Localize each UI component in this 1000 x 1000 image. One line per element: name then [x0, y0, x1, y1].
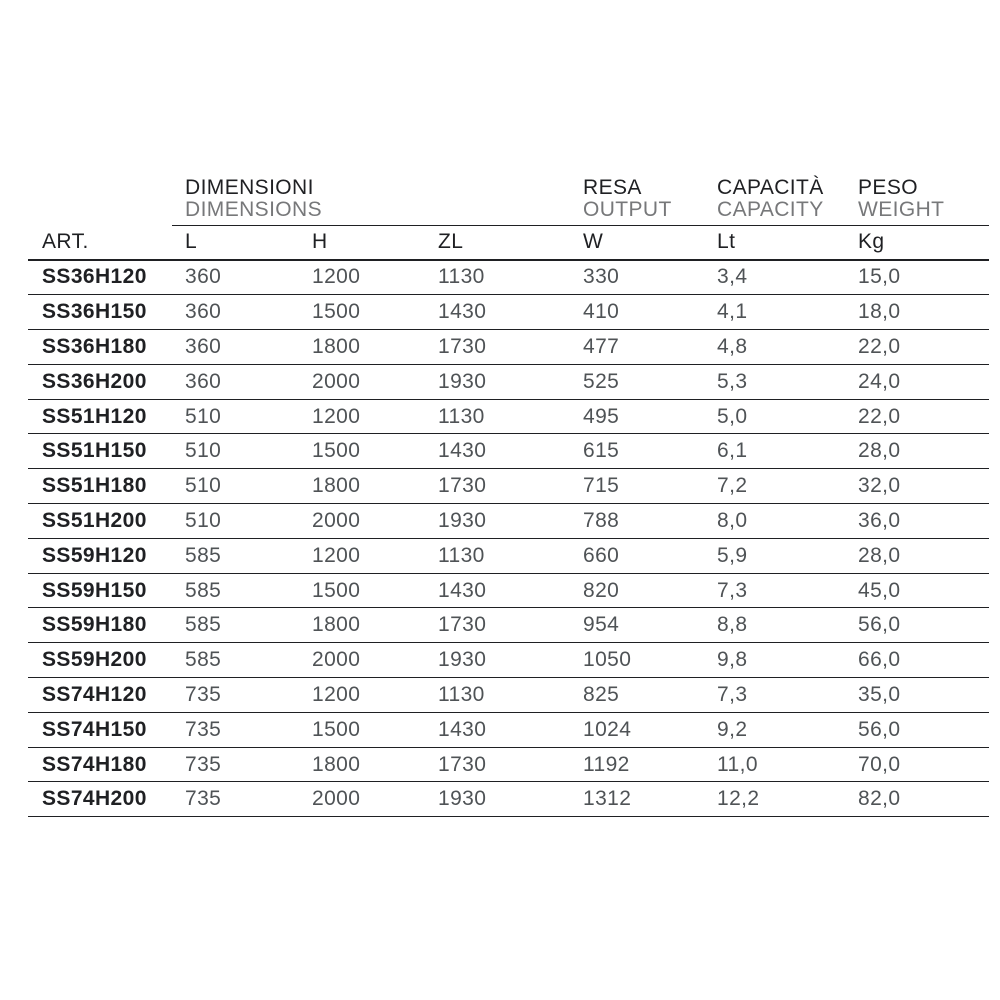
cell-art: SS74H150	[42, 717, 147, 741]
cell-h: 1200	[312, 682, 361, 706]
cell-l: 510	[185, 508, 222, 532]
cell-kg: 22,0	[858, 334, 901, 358]
table-row	[28, 261, 989, 296]
table-body	[28, 261, 989, 818]
cell-art: SS36H120	[42, 265, 147, 289]
table-row	[28, 539, 989, 574]
group-subtitle-capacity: CAPACITY	[717, 198, 824, 221]
cell-lt: 8,8	[717, 613, 748, 637]
cell-h: 2000	[312, 369, 361, 393]
cell-art: SS59H200	[42, 648, 147, 672]
table-row	[28, 748, 989, 783]
cell-zl: 1130	[438, 404, 485, 428]
cell-lt: 6,1	[717, 439, 748, 463]
cell-art: SS74H120	[42, 682, 147, 706]
cell-h: 1500	[312, 300, 361, 324]
cell-l: 360	[185, 265, 222, 289]
table-row	[28, 295, 989, 330]
cell-kg: 56,0	[858, 613, 901, 637]
cell-w: 715	[583, 474, 620, 498]
cell-art: SS51H150	[42, 439, 147, 463]
cell-w: 1192	[583, 752, 630, 776]
table-row	[28, 365, 989, 400]
cell-lt: 9,8	[717, 648, 748, 672]
cell-art: SS59H180	[42, 613, 147, 637]
cell-lt: 4,1	[717, 300, 748, 324]
cell-lt: 4,8	[717, 334, 748, 358]
cell-lt: 7,2	[717, 474, 748, 498]
cell-l: 735	[185, 752, 222, 776]
group-subtitle-output: OUTPUT	[583, 198, 672, 221]
cell-kg: 24,0	[858, 369, 901, 393]
cell-w: 660	[583, 543, 620, 567]
group-header-capacity	[717, 177, 858, 221]
cell-kg: 56,0	[858, 717, 901, 741]
cell-kg: 22,0	[858, 404, 901, 428]
cell-kg: 36,0	[858, 508, 901, 532]
cell-l: 510	[185, 404, 222, 428]
cell-lt: 3,4	[717, 265, 748, 289]
cell-kg: 66,0	[858, 648, 901, 672]
cell-w: 477	[583, 334, 620, 358]
column-header-kg: Kg	[858, 230, 885, 254]
cell-h: 1500	[312, 578, 361, 602]
cell-l: 360	[185, 300, 222, 324]
cell-zl: 1730	[438, 334, 487, 358]
cell-zl: 1430	[438, 578, 487, 602]
cell-art: SS51H180	[42, 474, 147, 498]
cell-l: 585	[185, 648, 222, 672]
cell-lt: 9,2	[717, 717, 748, 741]
cell-zl: 1130	[438, 682, 485, 706]
cell-lt: 5,9	[717, 543, 748, 567]
column-header-w: W	[583, 230, 604, 254]
cell-kg: 45,0	[858, 578, 901, 602]
cell-h: 1200	[312, 265, 361, 289]
table-row	[28, 608, 989, 643]
cell-h: 1800	[312, 474, 361, 498]
cell-lt: 5,3	[717, 369, 748, 393]
cell-h: 1800	[312, 613, 361, 637]
cell-w: 825	[583, 682, 620, 706]
product-spec-table	[28, 177, 989, 817]
cell-h: 2000	[312, 787, 361, 811]
cell-kg: 35,0	[858, 682, 901, 706]
cell-zl: 1130	[438, 265, 485, 289]
cell-l: 735	[185, 787, 222, 811]
cell-art: SS51H120	[42, 404, 147, 428]
table-row	[28, 574, 989, 609]
cell-l: 510	[185, 439, 222, 463]
cell-w: 820	[583, 578, 620, 602]
cell-w: 788	[583, 508, 620, 532]
column-header-h: H	[312, 230, 328, 254]
cell-kg: 32,0	[858, 474, 901, 498]
cell-art: SS36H180	[42, 334, 147, 358]
cell-l: 585	[185, 578, 222, 602]
cell-zl: 1430	[438, 300, 487, 324]
cell-kg: 18,0	[858, 300, 901, 324]
cell-h: 1800	[312, 334, 361, 358]
cell-w: 525	[583, 369, 620, 393]
cell-l: 510	[185, 474, 222, 498]
table-row	[28, 469, 989, 504]
cell-zl: 1930	[438, 648, 487, 672]
cell-w: 1050	[583, 648, 632, 672]
cell-art: SS74H200	[42, 787, 147, 811]
cell-h: 1200	[312, 543, 361, 567]
cell-h: 1500	[312, 439, 361, 463]
table-row	[28, 330, 989, 365]
cell-l: 735	[185, 682, 222, 706]
cell-art: SS74H180	[42, 752, 147, 776]
cell-lt: 7,3	[717, 578, 748, 602]
table-row	[28, 504, 989, 539]
cell-art: SS36H200	[42, 369, 147, 393]
group-title-weight: PESO	[858, 176, 918, 199]
cell-lt: 11,0	[717, 752, 758, 776]
cell-lt: 5,0	[717, 404, 748, 428]
cell-l: 360	[185, 334, 222, 358]
cell-kg: 15,0	[858, 265, 901, 289]
table-row	[28, 678, 989, 713]
cell-kg: 70,0	[858, 752, 901, 776]
cell-art: SS59H150	[42, 578, 147, 602]
group-header-dimensions	[185, 177, 583, 221]
group-header-weight	[858, 177, 989, 221]
group-title-dimensions: DIMENSIONI	[185, 176, 314, 199]
cell-w: 615	[583, 439, 620, 463]
cell-zl: 1930	[438, 508, 487, 532]
cell-l: 585	[185, 543, 222, 567]
cell-zl: 1730	[438, 752, 487, 776]
cell-l: 585	[185, 613, 222, 637]
table-row	[28, 782, 989, 817]
cell-zl: 1730	[438, 474, 487, 498]
cell-lt: 8,0	[717, 508, 748, 532]
cell-h: 1200	[312, 404, 361, 428]
cell-zl: 1130	[438, 543, 485, 567]
cell-zl: 1730	[438, 613, 487, 637]
cell-w: 954	[583, 613, 620, 637]
cell-h: 2000	[312, 648, 361, 672]
cell-w: 1024	[583, 717, 632, 741]
cell-h: 1500	[312, 717, 361, 741]
table-column-header-row	[28, 226, 989, 261]
cell-kg: 28,0	[858, 439, 901, 463]
cell-w: 330	[583, 265, 620, 289]
group-title-output: RESA	[583, 176, 642, 199]
table-row	[28, 400, 989, 435]
table-row	[28, 434, 989, 469]
column-header-art: ART.	[42, 230, 89, 254]
group-header-output	[583, 177, 717, 221]
cell-l: 735	[185, 717, 222, 741]
cell-w: 410	[583, 300, 620, 324]
cell-h: 2000	[312, 508, 361, 532]
cell-zl: 1930	[438, 369, 487, 393]
cell-art: SS36H150	[42, 300, 147, 324]
cell-lt: 7,3	[717, 682, 748, 706]
group-subtitle-dimensions: DIMENSIONS	[185, 198, 323, 221]
cell-kg: 82,0	[858, 787, 901, 811]
cell-lt: 12,2	[717, 787, 760, 811]
cell-zl: 1430	[438, 717, 487, 741]
cell-h: 1800	[312, 752, 361, 776]
cell-zl: 1430	[438, 439, 487, 463]
cell-art: SS59H120	[42, 543, 147, 567]
cell-zl: 1930	[438, 787, 487, 811]
cell-art: SS51H200	[42, 508, 147, 532]
table-row	[28, 643, 989, 678]
column-header-lt: Lt	[717, 230, 736, 254]
group-subtitle-weight: WEIGHT	[858, 198, 945, 221]
column-header-l: L	[185, 230, 198, 254]
group-title-capacity: CAPACITÀ	[717, 176, 824, 199]
cell-kg: 28,0	[858, 543, 901, 567]
cell-l: 360	[185, 369, 222, 393]
cell-w: 495	[583, 404, 620, 428]
cell-w: 1312	[583, 787, 632, 811]
table-row	[28, 713, 989, 748]
column-header-zl: ZL	[438, 230, 464, 254]
table-group-header-row	[28, 177, 989, 221]
